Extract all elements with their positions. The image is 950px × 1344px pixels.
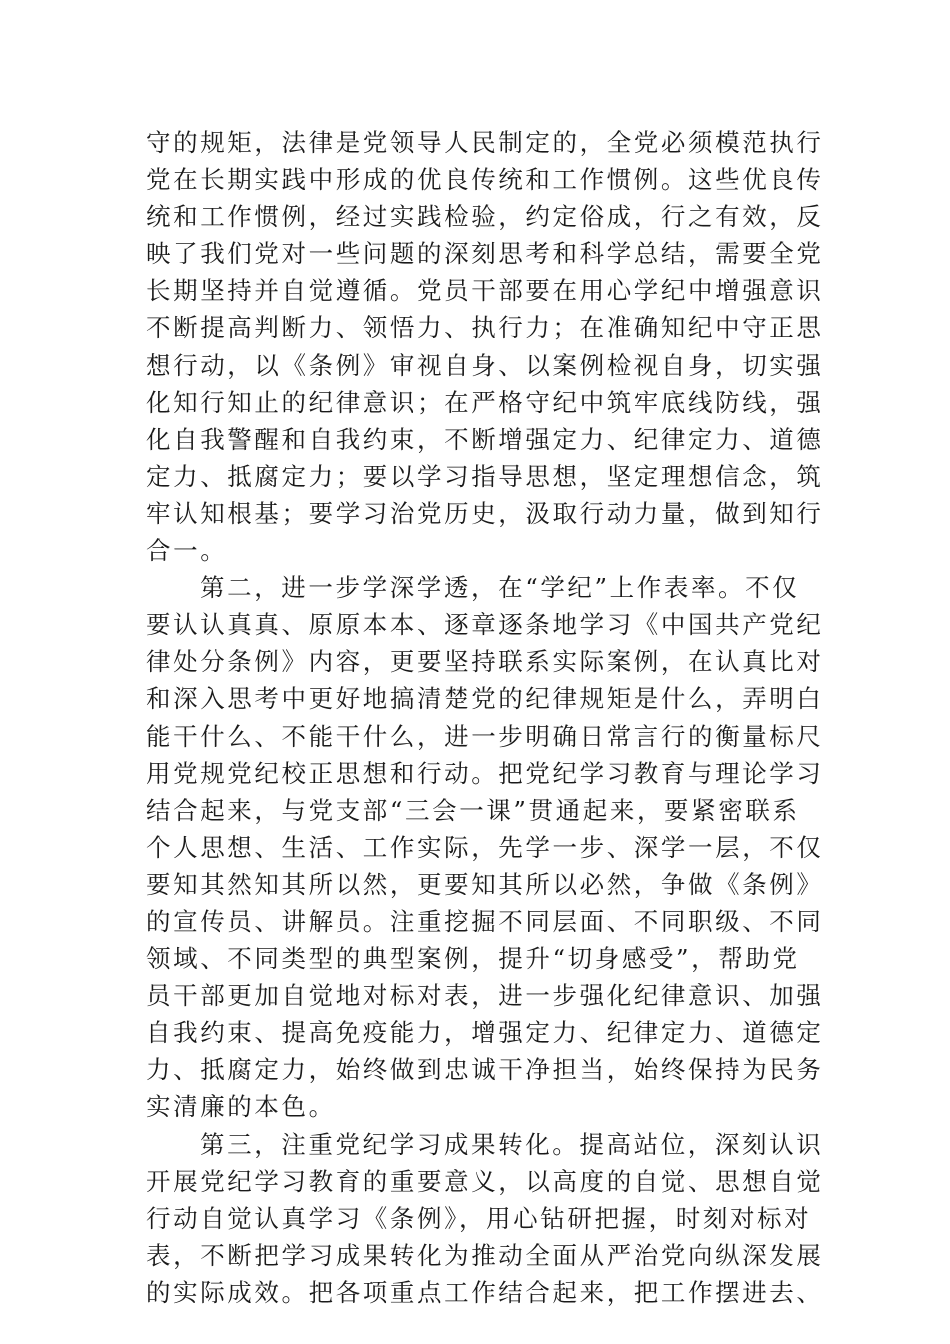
text-line: 自我约束、提高免疫能力，增强定力、纪律定力、道德定 (146, 1018, 824, 1048)
text-line: 行动自觉认真学习《条例》，用心钻研把握，时刻对标对 (146, 1203, 812, 1233)
text-line: 合一。 (146, 536, 228, 566)
text-line: 的实际成效。把各项重点工作结合起来，把工作摆进去、 (146, 1277, 824, 1307)
text-line: 定力、抵腐定力；要以学习指导思想，坚定理想信念，筑 (146, 461, 824, 491)
text-line: 领域、不同类型的典型案例，提升“切身感受”，帮助党 (146, 944, 800, 974)
text-line: 不断提高判断力、领悟力、执行力；在准确知纪中守正思 (146, 313, 824, 343)
text-line: 党在长期实践中形成的优良传统和工作惯例。这些优良传 (146, 165, 824, 195)
text-line: 要认认真真、原原本本、逐章逐条地学习《中国共产党纪 (146, 610, 824, 640)
body-text (146, 124, 824, 1311)
text-line: 化自我警醒和自我约束，不断增强定力、纪律定力、道德 (146, 424, 824, 454)
paragraph-start-line: 第二，进一步学深学透，在“学纪”上作表率。不仅 (200, 573, 800, 603)
text-line: 长期坚持并自觉遵循。党员干部要在用心学纪中增强意识 (146, 276, 824, 306)
text-line: 结合起来，与党支部“三会一课”贯通起来，要紧密联系 (146, 795, 800, 825)
text-line: 和深入思考中更好地搞清楚党的纪律规矩是什么，弄明白 (146, 684, 824, 714)
text-line: 映了我们党对一些问题的深刻思考和科学总结，需要全党 (146, 239, 824, 269)
text-line: 律处分条例》内容，更要坚持联系实际案例，在认真比对 (146, 647, 824, 677)
text-line: 守的规矩，法律是党领导人民制定的，全党必须模范执行 (146, 128, 824, 157)
text-line: 表，不断把学习成果转化为推动全面从严治党向纵深发展 (146, 1240, 824, 1270)
text-line: 能干什么、不能干什么，进一步明确日常言行的衡量标尺 (146, 721, 824, 751)
text-line: 的宣传员、讲解员。注重挖掘不同层面、不同职级、不同 (146, 906, 824, 936)
text-line: 个人思想、生活、工作实际，先学一步、深学一层，不仅 (146, 832, 824, 862)
paragraph-start-line: 第三，注重党纪学习成果转化。提高站位，深刻认识 (200, 1129, 824, 1159)
text-line: 实清廉的本色。 (146, 1092, 336, 1122)
text-line: 化知行知止的纪律意识；在严格守纪中筑牢底线防线，强 (146, 387, 824, 417)
text-line: 想行动，以《条例》审视自身、以案例检视自身，切实强 (146, 350, 824, 380)
text-line: 统和工作惯例，经过实践检验，约定俗成，行之有效，反 (146, 202, 824, 232)
text-line: 力、抵腐定力，始终做到忠诚干净担当，始终保持为民务 (146, 1055, 824, 1085)
text-line: 开展党纪学习教育的重要意义，以高度的自觉、思想自觉 (146, 1166, 824, 1196)
text-line: 牢认知根基；要学习治党历史，汲取行动力量，做到知行 (146, 498, 824, 528)
text-line: 要知其然知其所以然，更要知其所以必然，争做《条例》 (146, 869, 824, 899)
text-line: 用党规党纪校正思想和行动。把党纪学习教育与理论学习 (146, 758, 824, 788)
text-line: 员干部更加自觉地对标对表，进一步强化纪律意识、加强 (146, 981, 824, 1011)
